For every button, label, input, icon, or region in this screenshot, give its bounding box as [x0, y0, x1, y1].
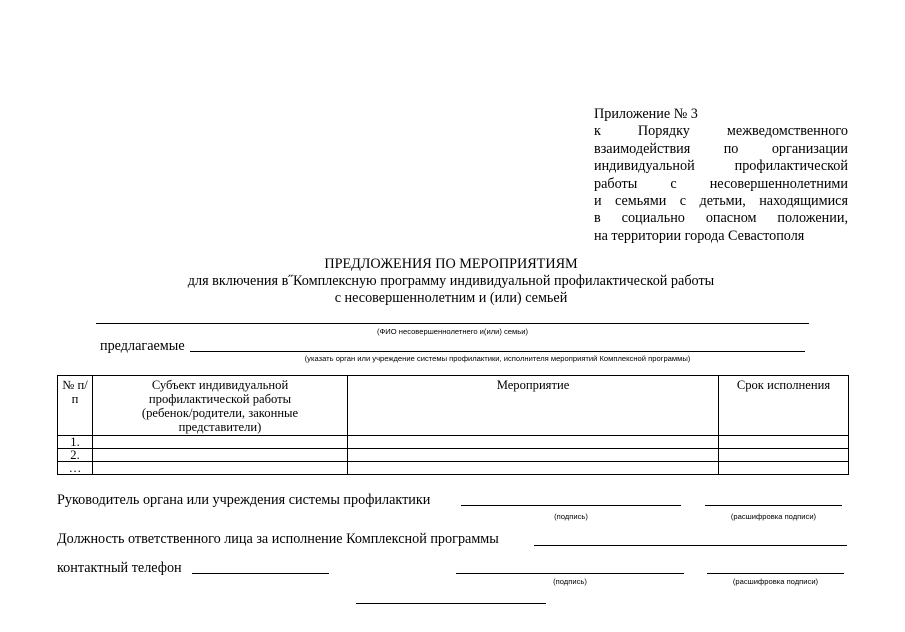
row-subject-cell[interactable]: [93, 462, 348, 475]
header-num: № п/п: [58, 376, 93, 436]
row-number: 1.: [58, 436, 93, 449]
appendix-block: [594, 106, 848, 245]
row-activity-cell[interactable]: [348, 462, 719, 475]
appendix-line: на территории города Севастополя: [594, 227, 805, 244]
header-subject: Субъект индивидуальной профилактической работы (ребенок/родители, законные представители): [93, 376, 348, 436]
row-number: 2.: [58, 449, 93, 462]
head-decoding-line[interactable]: [705, 505, 842, 506]
position-underline[interactable]: [534, 545, 847, 546]
proposed-underline[interactable]: [190, 351, 805, 352]
table-row: [58, 436, 849, 449]
signature-caption: (подпись): [553, 577, 587, 586]
header-activity: Мероприятие: [348, 376, 719, 436]
bottom-line: [356, 603, 546, 604]
appendix-line: индивидуальной профилактической: [594, 158, 848, 175]
row-deadline-cell[interactable]: [719, 436, 849, 449]
header-deadline: Срок исполнения: [719, 376, 849, 436]
appendix-title: Приложение № 3: [594, 106, 698, 122]
row-number: …: [58, 462, 93, 475]
row-activity-cell[interactable]: [348, 449, 719, 462]
head-signature-line[interactable]: [461, 505, 681, 506]
appendix-line: взаимодействия по организации: [594, 140, 848, 157]
phone-underline[interactable]: [192, 573, 329, 574]
row-subject-cell[interactable]: [93, 436, 348, 449]
appendix-line: в социально опасном положении,: [594, 210, 848, 227]
appendix-line: к Порядку межведомственного: [594, 123, 848, 140]
signature-caption: (подпись): [554, 512, 588, 521]
activities-table: [57, 375, 849, 475]
table-row: [58, 449, 849, 462]
appendix-line: и семьями с детьми, находящимися: [594, 193, 848, 210]
document-subtitle: для включения в˝Комплексную программу индивидуальной профилактической работы: [187, 273, 715, 289]
row-activity-cell[interactable]: [348, 436, 719, 449]
appendix-line: работы с несовершеннолетними: [594, 175, 848, 192]
row-deadline-cell[interactable]: [719, 449, 849, 462]
head-label: Руководитель органа или учреждения системы профилактики: [57, 492, 431, 508]
fio-underline[interactable]: [96, 323, 809, 324]
decoding-caption: (расшифровка подписи): [732, 577, 819, 586]
document-subtitle-line: с несовершеннолетним и (или) семьей: [334, 290, 568, 306]
row-subject-cell[interactable]: [93, 449, 348, 462]
decoding-caption: (расшифровка подписи): [730, 512, 817, 521]
row-deadline-cell[interactable]: [719, 462, 849, 475]
position-label: Должность ответственного лица за исполнение Комплексной программы: [57, 531, 499, 547]
responsible-decoding-line[interactable]: [707, 573, 844, 574]
phone-label: контактный телефон: [57, 560, 182, 576]
document-title: ПРЕДЛОЖЕНИЯ ПО МЕРОПРИЯТИЯМ: [324, 256, 578, 272]
proposed-label: предлагаемые: [100, 338, 185, 354]
table-row: [58, 462, 849, 475]
responsible-signature-line[interactable]: [456, 573, 684, 574]
proposed-caption: (указать орган или учреждение системы профилактики, исполнителя мероприятий Комплексной программы): [304, 354, 691, 363]
fio-caption: (ФИО несовершеннолетнего и(или) семьи): [377, 327, 528, 336]
document-heading: [120, 256, 782, 307]
